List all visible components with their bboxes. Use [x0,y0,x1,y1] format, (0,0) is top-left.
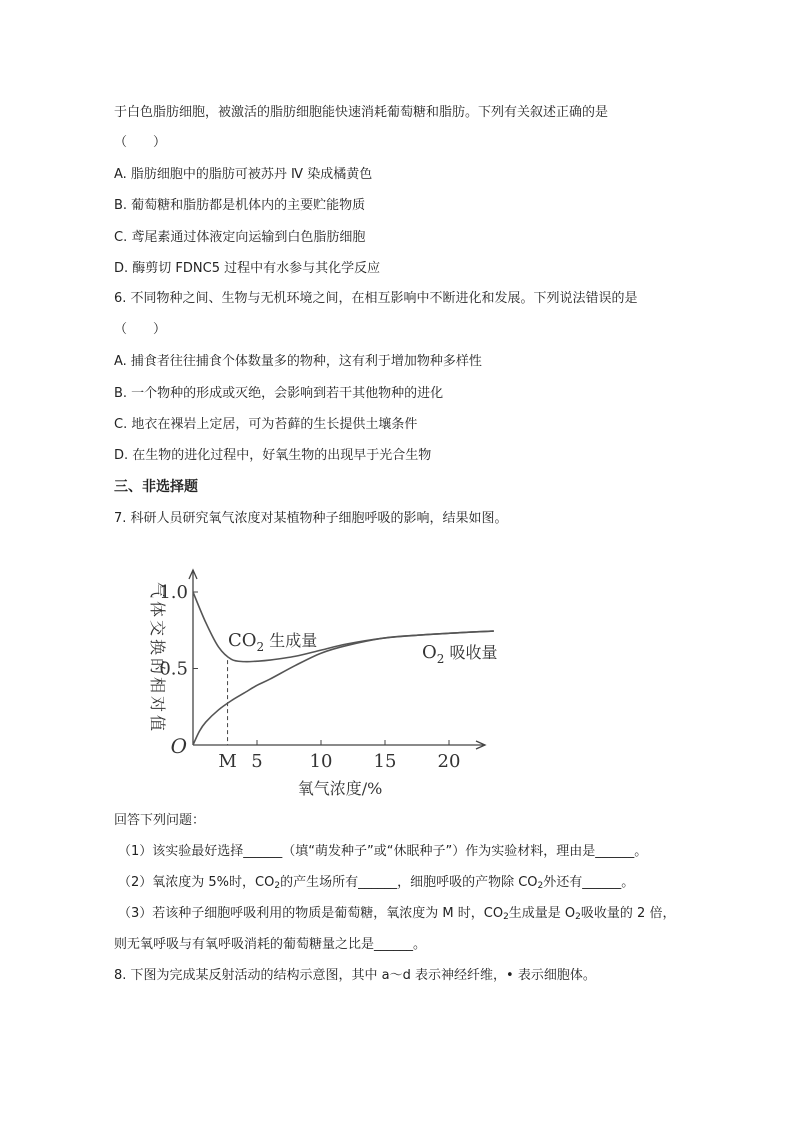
question-6-stem: 6. 不同物种之间、生物与无机环境之间，在相互影响中不断进化和发展。下列说法错误的是 [114,291,638,306]
option-b: B. 一个物种的形成或灭绝，会影响到若干其他物种的进化 [114,386,444,401]
chart-labels [148,582,498,798]
x-tick-label: 15 [373,751,397,772]
sub-question-1: （1）该实验最好选择______（填“萌发种子”或“休眠种子”）作为实验材料，理由是______。 [118,844,648,859]
answer-bracket: （ ） [114,135,167,150]
option-d: D. 酶剪切 FDNC5 过程中有水参与其化学反应 [114,261,381,276]
y-tick-label: 1.0 [159,582,188,603]
section-heading: 三、非选择题 [114,479,198,495]
o2-series-label: $O_2$ 吸收量 [422,642,498,666]
x-tick-label: M [218,751,237,772]
sub-question-2: （2）氧浓度为 5%时，$CO_2$的产生场所有______，细胞呼吸的产物除 $CO_2$外还有______。 [118,875,635,891]
answer-bracket: （ ） [114,322,167,337]
x-axis-title: 氧气浓度/% [297,779,383,798]
sub-question-3-cont: 则无氧呼吸与有氧呼吸消耗的葡萄糖量之比是______。 [114,937,427,952]
option-d: D. 在生物的进化过程中，好氧生物的出现早于光合生物 [114,448,432,463]
option-b: B. 葡萄糖和脂肪都是机体内的主要贮能物质 [114,198,366,213]
x-tick-label: 5 [251,751,263,772]
answer-prompt: 回答下列问题： [114,813,206,828]
y-tick-label: 0.5 [159,658,188,680]
oxygen-respiration-chart [148,562,530,802]
option-a: A. 脂肪细胞中的脂肪可被苏丹 Ⅳ 染成橘黄色 [114,167,373,182]
co2-series-label: $CO_2$ 生成量 [228,630,318,654]
x-tick-label: 10 [309,751,333,772]
question-8-stem: 8. 下图为完成某反射活动的结构示意图，其中 a～d 表示神经纤维，• 表示细胞体。 [114,968,596,983]
option-a: A. 捕食者往往捕食个体数量多的物种，这有利于增加物种多样性 [114,354,482,369]
question-5-stem-end: 于白色脂肪细胞，被激活的脂肪细胞能快速消耗葡萄糖和脂肪。下列有关叙述正确的是 [114,105,609,120]
option-c: C. 鸢尾素通过体液定向运输到白色脂肪细胞 [114,230,366,245]
sub-question-3: （3）若该种子细胞呼吸利用的物质是葡萄糖，氧浓度为 M 时，$CO_2$生成量是 $O_2$吸收量的 2 倍， [118,906,676,922]
y-axis-title: 气体交换的相对值 [148,581,167,735]
x-tick-label: 20 [437,751,461,772]
question-7-stem: 7. 科研人员研究氧气浓度对某植物种子细胞呼吸的影响，结果如图。 [114,511,508,526]
option-c: C. 地衣在裸岩上定居，可为苔藓的生长提供土壤条件 [114,417,418,432]
chart-marks [193,592,494,745]
origin-label: O [170,734,187,758]
